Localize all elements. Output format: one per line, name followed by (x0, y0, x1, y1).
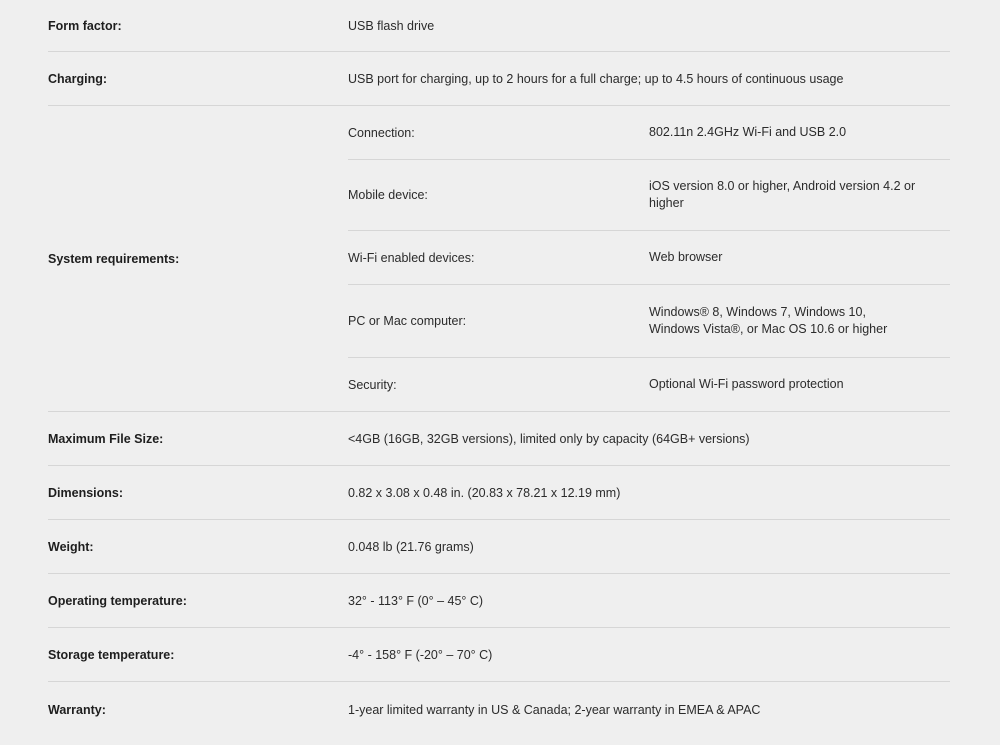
spec-row-weight (48, 520, 950, 574)
sub-value: Optional Wi-Fi password protection (649, 377, 844, 391)
spec-label: Weight: (48, 539, 94, 554)
sub-value: iOS version 8.0 or higher, Android version 4.2 or higher (649, 179, 916, 210)
spec-value: 32° - 113° F (0° – 45° C) (348, 593, 484, 608)
spec-value: 1-year limited warranty in US & Canada; 2-year warranty in EMEA & APAC (348, 703, 761, 717)
spec-label: Operating temperature: (48, 593, 187, 608)
spec-value: 0.048 lb (21.76 grams) (348, 539, 474, 554)
spec-value: USB flash drive (348, 18, 435, 33)
spec-label: Form factor: (48, 18, 122, 33)
spec-value: <4GB (16GB, 32GB versions), limited only by capacity (64GB+ versions) (348, 431, 750, 446)
sub-label: PC or Mac computer: (348, 314, 467, 328)
sub-label: Security: (348, 377, 397, 392)
sub-row-pc-mac (348, 285, 950, 358)
spec-label: Dimensions: (48, 485, 124, 500)
sub-value: Web browser (649, 250, 723, 264)
sub-label: Connection: (348, 125, 415, 140)
sub-label: Mobile device: (348, 188, 428, 202)
spec-value: 0.82 x 3.08 x 0.48 in. (20.83 x 78.21 x 12.19 mm) (348, 485, 621, 500)
sub-row-connection (348, 106, 950, 160)
spec-row-form-factor (48, 0, 950, 52)
spec-row-storage-temperature (48, 628, 950, 682)
spec-value: -4° - 158° F (-20° – 70° C) (348, 647, 493, 662)
spec-label: Maximum File Size: (48, 431, 164, 446)
spec-row-operating-temperature (48, 574, 950, 628)
sub-row-mobile-device (348, 160, 950, 231)
spec-label: System requirements: (48, 251, 180, 266)
spec-label: Charging: (48, 71, 108, 86)
spec-value: USB port for charging, up to 2 hours for a full charge; up to 4.5 hours of continuous usage (348, 71, 844, 86)
system-requirements-subtable (348, 106, 950, 411)
sub-value: 802.11n 2.4GHz Wi-Fi and USB 2.0 (649, 125, 847, 139)
spec-row-system-requirements (48, 106, 950, 412)
spec-row-warranty (48, 682, 950, 738)
sub-label: Wi-Fi enabled devices: (348, 250, 475, 265)
sub-value: Windows® 8, Windows 7, Windows 10, Windows Vista®, or Mac OS 10.6 or higher (649, 305, 888, 336)
sub-row-security (348, 358, 950, 411)
spec-row-charging (48, 52, 950, 106)
spec-row-dimensions (48, 466, 950, 520)
sub-row-wifi-devices (348, 231, 950, 285)
spec-row-max-file-size (48, 412, 950, 466)
spec-label: Warranty: (48, 703, 106, 717)
specs-table (48, 0, 950, 738)
spec-label: Storage temperature: (48, 647, 175, 662)
